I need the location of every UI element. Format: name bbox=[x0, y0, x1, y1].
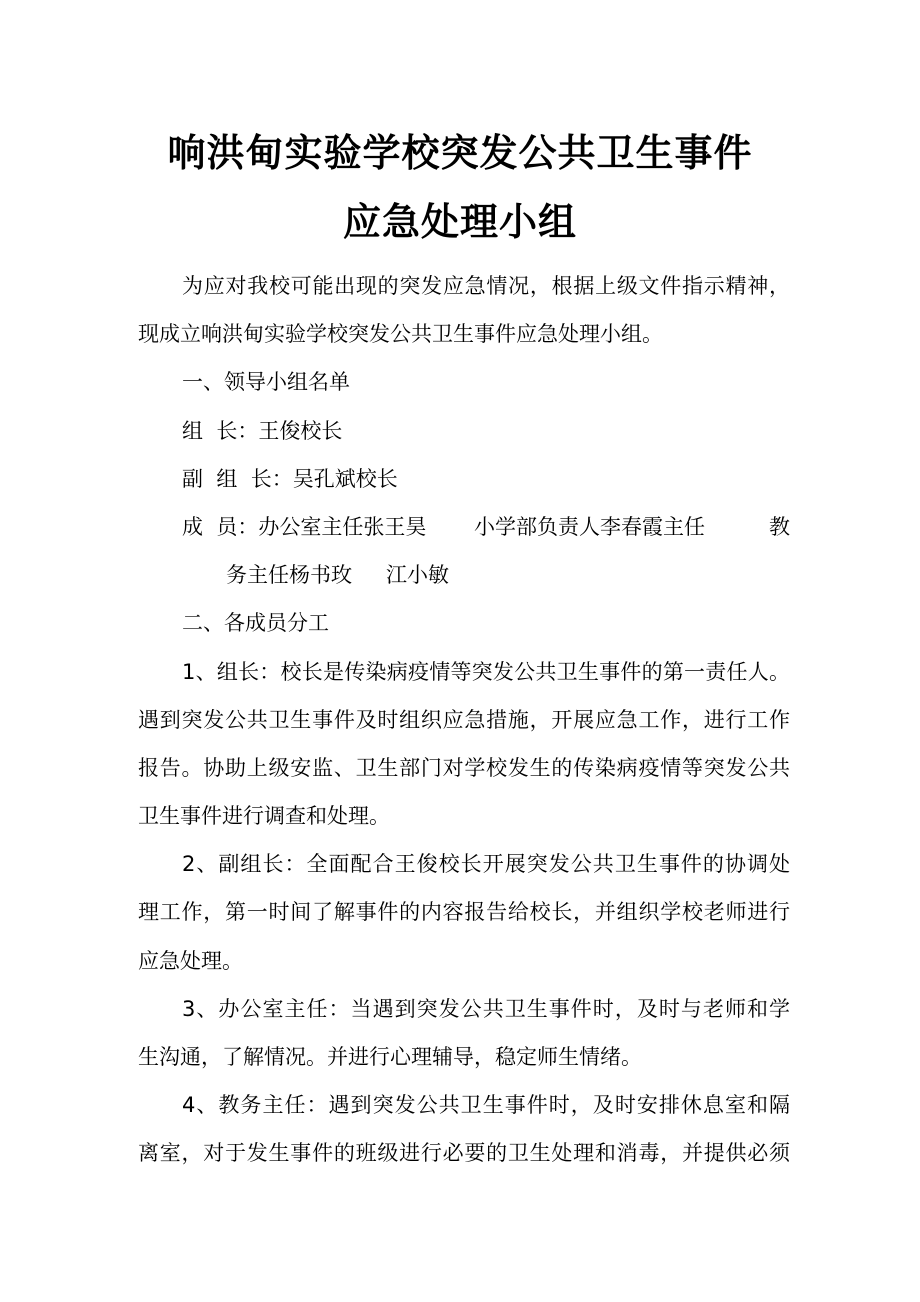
intro-line-1: 为应对我校可能出现的突发应急情况，根据上级文件指示精神， bbox=[182, 274, 790, 298]
members-line-1 bbox=[138, 503, 790, 551]
section-2-heading: 二、各成员分工 bbox=[182, 611, 329, 636]
duty-2-line-1: 2、副组长：全面配合王俊校长开展突发公共卫生事件的协调处 bbox=[182, 852, 790, 877]
members-office-director: 成 员：办公室主任张王昊 bbox=[182, 514, 427, 539]
duty-2-line-3: 应急处理。 bbox=[138, 948, 243, 973]
leader-line bbox=[138, 407, 790, 455]
document-body bbox=[138, 262, 790, 1178]
members-primary-head: 小学部负责人李春霞主任 bbox=[474, 514, 705, 539]
leader-text: 组 长：王俊校长 bbox=[182, 418, 343, 443]
members-academic-prefix: 教 bbox=[769, 514, 790, 539]
duty-3-line-2: 生沟通，了解情况。并进行心理辅导，稳定师生情绪。 bbox=[138, 1045, 642, 1069]
deputy-leader-line bbox=[138, 455, 790, 503]
members-other: 江小敏 bbox=[386, 563, 449, 588]
members-line-2 bbox=[138, 551, 790, 599]
duty-1-line-4: 卫生事件进行调查和处理。 bbox=[138, 804, 390, 829]
duty-1-line-1: 1、组长：校长是传染病疫情等突发公共卫生事件的第一责任人。 bbox=[182, 659, 790, 684]
section-1-heading: 一、领导小组名单 bbox=[182, 370, 350, 395]
members-academic-director: 务主任杨书玫 bbox=[226, 563, 352, 588]
duty-2-line-2: 理工作，第一时间了解事件的内容报告给校长，并组织学校老师进行 bbox=[138, 900, 790, 925]
duty-4-line-2: 离室，对于发生事件的班级进行必要的卫生处理和消毒，并提供必须 bbox=[138, 1141, 790, 1166]
document-title-line-2: 应急处理小组 bbox=[342, 200, 577, 244]
document-title-line-1: 响洪甸实验学校突发公共卫生事件 bbox=[167, 131, 753, 175]
duty-3-line-1: 3、办公室主任：当遇到突发公共卫生事件时，及时与老师和学 bbox=[182, 996, 790, 1021]
deputy-leader-text: 副 组 长：吴孔斌校长 bbox=[182, 466, 398, 491]
duty-1-line-3: 报告。协助上级安监、卫生部门对学校发生的传染病疫情等突发公共 bbox=[138, 755, 790, 780]
duty-4-line-1: 4、教务主任：遇到突发公共卫生事件时，及时安排休息室和隔 bbox=[182, 1093, 790, 1118]
duty-1-line-2: 遇到突发公共卫生事件及时组织应急措施，开展应急工作，进行工作 bbox=[138, 707, 790, 732]
intro-line-2: 现成立响洪甸实验学校突发公共卫生事件应急处理小组。 bbox=[138, 322, 663, 347]
